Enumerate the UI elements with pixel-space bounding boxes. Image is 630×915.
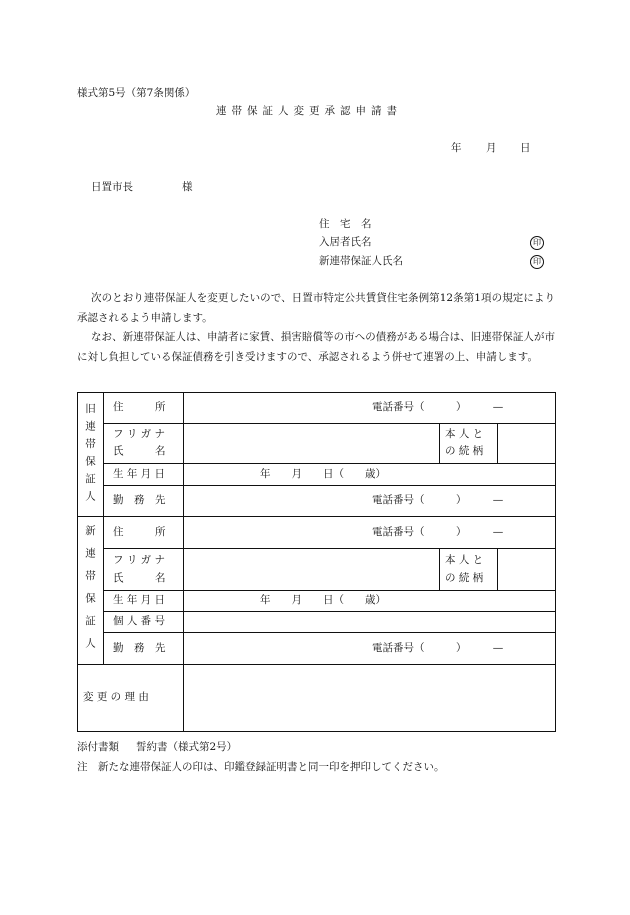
old-address-label: 住 所 [113, 401, 166, 413]
old-name-label: 氏 名 [113, 445, 166, 457]
reason-divider [77, 664, 556, 665]
section-divider [77, 516, 556, 517]
old-birthdate-field[interactable]: 年 月 日（ 歳） [260, 468, 386, 480]
row-line-8 [103, 632, 556, 633]
new-relation-label-1: 本 人 と [445, 554, 484, 566]
body-paragraph-1: 次のとおり連帯保証人を変更したいので、日置市特定公共賃貸住宅条例第12条第1項の規定により承認されるよう申請します。 [77, 292, 555, 324]
date-month[interactable]: 月 [486, 142, 497, 154]
old-workplace-label: 勤 務 先 [113, 494, 166, 506]
new-phone-field[interactable]: 電話番号（ ） — [372, 526, 504, 538]
addressee-honorific: 様 [182, 181, 193, 193]
new-personal-number-label: 個 人 番 号 [113, 615, 166, 627]
old-workplace-phone-field[interactable]: 電話番号（ ） — [372, 494, 504, 506]
row-line-7 [103, 611, 556, 612]
change-reason-label: 変 更 の 理 由 [83, 691, 149, 703]
table-col-divider-2 [183, 392, 184, 732]
date-day[interactable]: 日 [520, 142, 531, 154]
date-year[interactable]: 年 [451, 142, 462, 154]
row-line-5 [103, 548, 556, 549]
resident-seal-icon: 印 [530, 236, 544, 250]
table-col-divider-1 [103, 392, 104, 664]
document-title: 連帯保証人変更承認申請書 [216, 105, 402, 117]
form-number: 様式第5号（第7条関係） [77, 87, 196, 99]
table-col-divider-relation-old [439, 423, 440, 463]
row-line-2 [103, 463, 556, 464]
old-guarantor-label: 旧連帯保証人 [84, 402, 96, 508]
old-relation-label-2: の 続 柄 [445, 445, 484, 457]
new-name-label: 氏 名 [113, 572, 166, 584]
housing-name-label[interactable]: 住 宅 名 [319, 218, 372, 230]
row-line-3 [103, 485, 556, 486]
new-birthdate-label: 生 年 月 日 [113, 594, 166, 606]
new-guarantor-name-label[interactable]: 新連帯保証人氏名 [319, 255, 403, 267]
new-furigana-label: フ リ ガ ナ [113, 554, 166, 566]
body-paragraph-2: なお、新連帯保証人は、申請者に家賃、損害賠償等の市への債務がある場合は、旧連帯保証人が市に対し負担している保証債務を引き受けますので、承認されるよう併せて連署の上、申請します。 [77, 331, 555, 363]
old-relation-label-1: 本 人 と [445, 428, 484, 440]
new-guarantor-seal-icon: 印 [530, 255, 544, 269]
table-col-divider-relation-old-2 [497, 423, 498, 463]
note-label: 注 [77, 761, 88, 773]
new-birthdate-field[interactable]: 年 月 日（ 歳） [260, 594, 386, 606]
new-address-label: 住 所 [113, 526, 166, 538]
new-relation-label-2: の 続 柄 [445, 572, 484, 584]
old-birthdate-label: 生 年 月 日 [113, 468, 166, 480]
attachments-value: 誓約書（様式第2号） [136, 741, 238, 753]
row-line-6 [103, 590, 556, 591]
old-phone-field[interactable]: 電話番号（ ） — [372, 401, 504, 413]
new-workplace-label: 勤 務 先 [113, 642, 166, 654]
resident-name-label[interactable]: 入居者氏名 [319, 236, 372, 248]
table-col-divider-relation-new [439, 548, 440, 590]
new-guarantor-label: 新連帯保証人 [84, 524, 96, 660]
table-col-divider-relation-new-2 [497, 548, 498, 590]
old-furigana-label: フ リ ガ ナ [113, 428, 166, 440]
attachments-label: 添付書類 [77, 741, 119, 753]
row-line-1 [103, 423, 556, 424]
addressee-name: 日置市長 [91, 181, 133, 193]
note-text: 新たな連帯保証人の印は、印鑑登録証明書と同一印を押印してください。 [98, 761, 445, 773]
new-workplace-phone-field[interactable]: 電話番号（ ） — [372, 642, 504, 654]
